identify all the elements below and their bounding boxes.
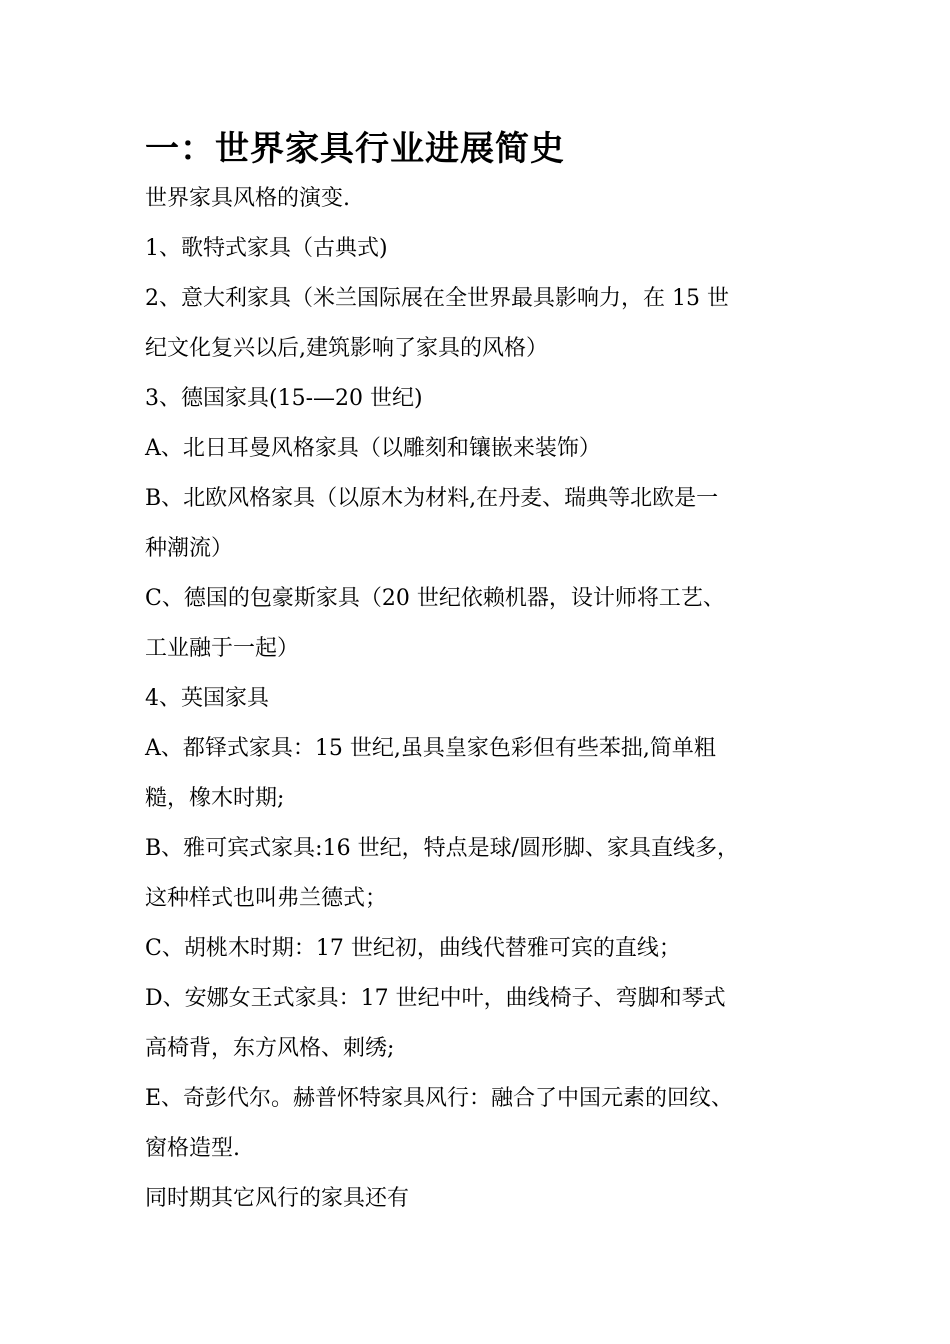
text-line: 种潮流） bbox=[145, 536, 234, 561]
text-line: 世界家具风格的演变. bbox=[145, 186, 350, 211]
text-line: 2、意大利家具（米兰国际展在全世界最具影响力，在 15 世 bbox=[145, 286, 729, 311]
text-line: 同时期其它风行的家具还有 bbox=[145, 1186, 410, 1211]
text-line: 糙，橡木时期; bbox=[145, 786, 285, 811]
text-line: D、安娜女王式家具：17 世纪中叶，曲线椅子、弯脚和琴式 bbox=[145, 986, 726, 1011]
section-heading: 一：世界家具行业进展简史 bbox=[145, 129, 565, 169]
text-line: 窗格造型. bbox=[145, 1136, 240, 1161]
text-line: B、雅可宾式家具:16 世纪，特点是球/圆形脚、家具直线多， bbox=[145, 836, 739, 861]
document-body bbox=[145, 124, 825, 1224]
text-line: A、北日耳曼风格家具（以雕刻和镶嵌来装饰） bbox=[145, 436, 601, 461]
text-line: C、胡桃木时期：17 世纪初，曲线代替雅可宾的直线； bbox=[145, 936, 681, 961]
text-line: 4、英国家具 bbox=[145, 686, 269, 711]
text-line: E、奇彭代尔。赫普怀特家具风行：融合了中国元素的回纹、 bbox=[145, 1086, 734, 1111]
text-line: 这种样式也叫弗兰德式； bbox=[145, 886, 388, 911]
text-line: B、北欧风格家具（以原木为材料,在丹麦、瑞典等北欧是一 bbox=[145, 486, 719, 511]
text-line: 1、歌特式家具（古典式) bbox=[145, 236, 388, 261]
text-line: C、德国的包豪斯家具（20 世纪依赖机器，设计师将工艺、 bbox=[145, 586, 725, 611]
text-line: 工业融于一起） bbox=[145, 636, 300, 661]
text-line: 高椅背，东方风格、刺绣; bbox=[145, 1036, 395, 1061]
text-line: 纪文化复兴以后,建筑影响了家具的风格） bbox=[145, 336, 548, 361]
text-line: A、都铎式家具：15 世纪,虽具皇家色彩但有些苯拙,简单粗 bbox=[145, 736, 716, 761]
text-line: 3、德国家具(15-—20 世纪) bbox=[145, 386, 423, 411]
